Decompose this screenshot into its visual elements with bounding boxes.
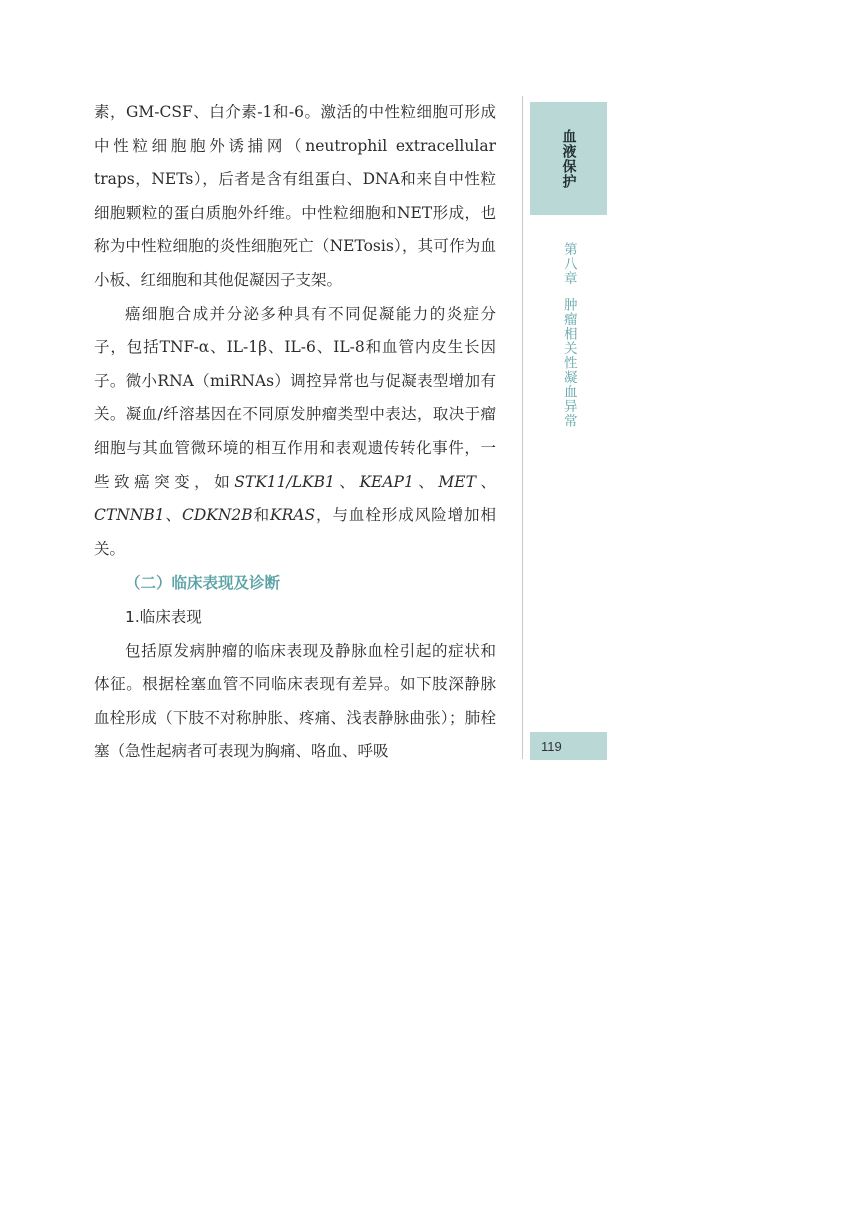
gene-name: CTNNB1 [94,506,165,525]
page-number-box [530,732,607,760]
chapter-title: 肿瘤相关性凝血异常 [560,297,577,428]
text-run: 癌细胞合成并分泌多种具有不同促凝能力的炎症分子，包括 [94,304,496,357]
text-run: 和血管内皮生长因子。微小 [94,338,496,390]
text-run: IL-8 [333,338,365,357]
text-run: 、 [164,506,182,525]
gene-name: STK11/LKB1 [234,472,335,491]
section-tab [530,102,607,215]
text-run: 、 [209,338,227,357]
text-run: ），后者是含有组蛋白、 [193,170,363,189]
chapter-running-head [548,242,588,428]
text-run: 调控异常也与促凝表型增加有关。凝血/纤溶基因在不同原发肿瘤类型中表达，取决于瘤细胞与其血管微环境的相互作用和表观遗传转化事件，一些致癌突变，如 [94,371,496,491]
text-run: neutrophil extracellular traps，NETs [94,136,496,189]
text-run: 和 [272,103,289,121]
text-run: ，与血栓形成风险增加相关。 [94,506,496,558]
section-tab-label: 血液保护 [560,128,577,189]
subsection-heading: 1.临床表现 [125,607,202,626]
text-run: 、 [315,338,334,357]
text-run: DNA [362,170,400,189]
text-run: IL-1β [226,338,268,357]
text-run: 素， [94,103,126,121]
text-run: 、 [267,338,285,357]
text-run: NET [396,203,433,222]
paragraph-3: 包括原发病肿瘤的临床表现及静脉血栓引起的症状和体征。根据栓塞血管不同临床表现有差异。如下肢深静脉血栓形成（下肢不对称肿胀、疼痛、浅表静脉曲张）；肺栓塞（急性起病者可表现为胸痛、咯血、呼吸 [94,641,496,761]
gene-name: CDKN2B [181,506,253,525]
text-run: ），其可作为血小板、红细胞和其他促凝因子支架。 [94,237,496,289]
page-number: 119 [541,738,562,754]
text-run: 、 [413,472,439,491]
text-run: 。激活的中性粒细胞可形成中性粒细胞胞外诱捕网（ [94,103,496,155]
chapter-label [561,242,575,428]
text-run: -6 [288,103,304,121]
gene-name: KRAS [270,506,316,525]
section-heading: （二）临床表现及诊断 [125,574,281,593]
text-run: GM-CSF [126,103,193,121]
paragraph-1 [94,96,496,298]
text-run: TNF-α [159,338,210,357]
gene-name: MET [438,472,476,491]
text-run: 和 [252,506,271,525]
column-divider [522,96,523,759]
text-run: 、 [334,472,360,491]
main-text-column [94,96,496,769]
text-run: 和来自中性粒细胞颗粒的蛋白质胞外纤维。中性粒细胞和 [94,170,496,222]
text-run: 形成，也称为中性粒细胞的炎性细胞死亡（ [94,203,496,256]
text-run: NETosis [329,237,394,256]
text-run: 、白介素 [192,103,258,121]
text-run: -1 [257,103,273,121]
gene-name: KEAP1 [359,472,414,491]
text-run: 、 [475,472,496,491]
text-run: IL-6 [284,338,316,357]
chapter-number: 第八章 [560,242,577,286]
text-run: RNA（miRNAs） [157,371,291,390]
paragraph-2 [94,298,496,567]
